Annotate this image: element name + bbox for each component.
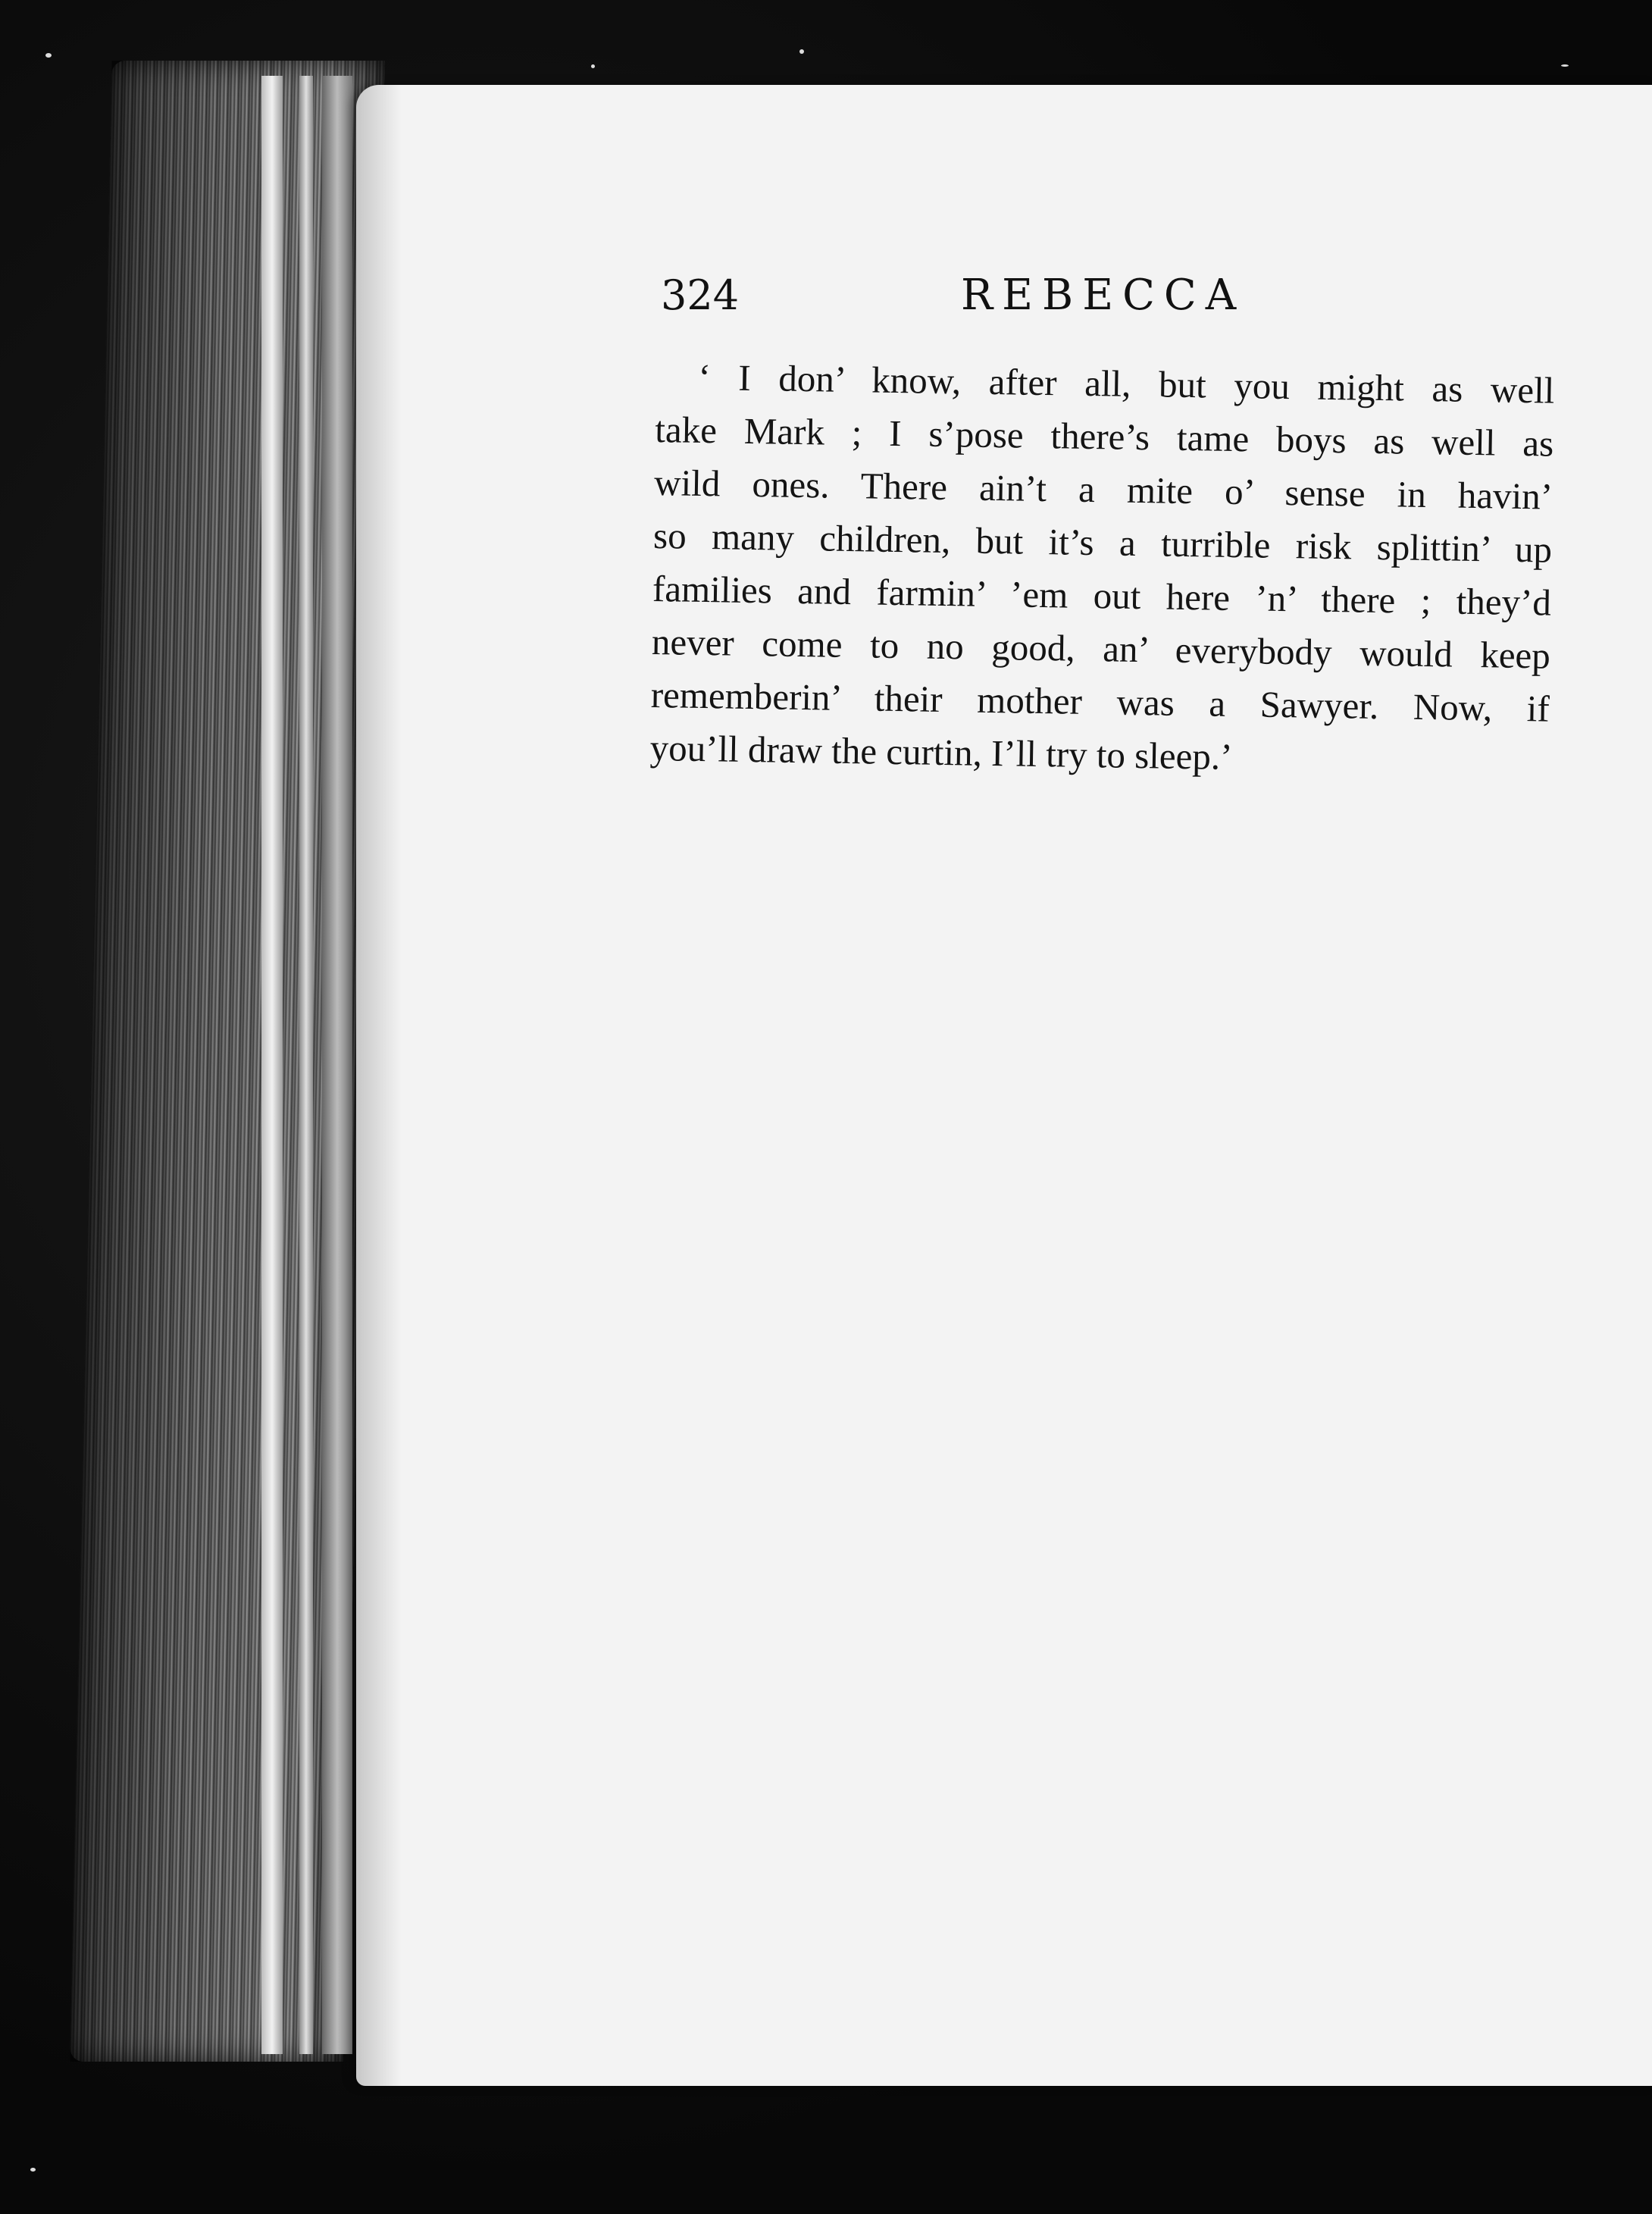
dust-speck: [591, 64, 595, 68]
dust-speck: [1561, 64, 1569, 67]
gutter-shadow: [356, 85, 402, 2086]
running-head: [661, 265, 1555, 326]
text-line: wild ones. There ain’t a mite o’ sense in havin’: [653, 461, 1553, 518]
text-line: take Mark ; I s’pose there’s tame boys as well as: [654, 408, 1554, 465]
page-edge-strip: [261, 76, 283, 2054]
text-line: families and farmin’ ’em out here ’n’ there ; they’d: [652, 567, 1552, 624]
text-line: rememberin’ their mother was a Sawyer. Now, if: [650, 673, 1550, 730]
page-number: 324: [661, 271, 740, 319]
dust-speck: [30, 2168, 36, 2172]
body-text: [649, 350, 1555, 789]
page-edge-strip: [322, 76, 352, 2054]
page-edge-strip: [299, 76, 313, 2054]
dust-speck: [799, 49, 804, 54]
book-title: REBECCA: [961, 271, 1246, 320]
dust-speck: [45, 53, 52, 58]
text-line: so many children, but it’s a turrible risk splittin’ up: [652, 514, 1553, 571]
text-line: ‘ I don’ know, after all, but you might as well: [698, 355, 1555, 412]
text-line: never come to no good, an’ everybody would keep: [651, 620, 1551, 677]
text-line: you’ll draw the curtin, I’ll try to sleep.’: [649, 726, 1233, 778]
